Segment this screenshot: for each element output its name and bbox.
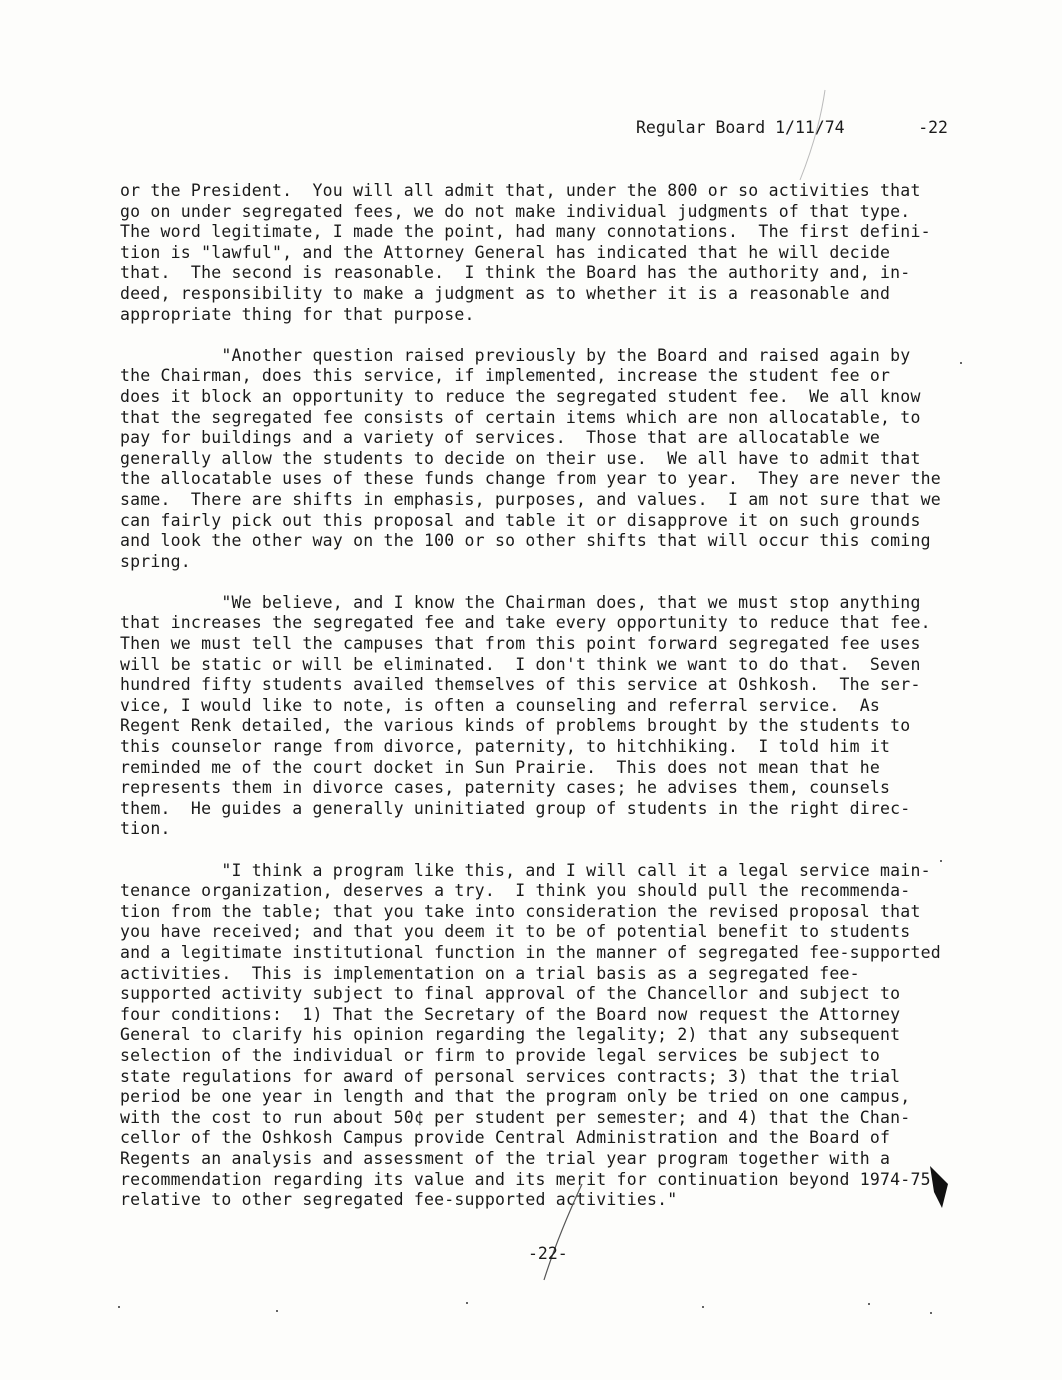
text-line: does it block an opportunity to reduce the segregated student fee. We all know (120, 386, 921, 406)
text-line: that the segregated fee consists of certain items which are non allocatable, to (120, 407, 921, 427)
scan-speck (118, 1306, 120, 1308)
text-line: generally allow the students to decide on their use. We all have to admit that (120, 448, 921, 468)
text-line: Regents an analysis and assessment of the trial year program together with a (120, 1148, 891, 1168)
text-line: "Another question raised previously by the Board and raised again by (120, 345, 911, 365)
text-line: tion is "lawful", and the Attorney General has indicated that he will decide (120, 242, 891, 262)
scan-speck (702, 1306, 704, 1308)
text-line: you have received; and that you deem it to be of potential benefit to students (120, 922, 911, 942)
text-line: the allocatable uses of these funds change from year to year. They are never the (120, 469, 941, 489)
scan-speck (276, 1310, 278, 1312)
text-line: deed, responsibility to make a judgment as to whether it is a reasonable and (120, 283, 891, 303)
scan-speck (940, 860, 942, 862)
text-line: selection of the individual or firm to provide legal services be subject to (120, 1045, 881, 1065)
page-footer-number: -22- (528, 1244, 568, 1263)
text-line: The word legitimate, I made the point, had many connotations. The first defini- (120, 222, 931, 242)
text-line: four conditions: 1) That the Secretary of the Board now request the Attorney (120, 1004, 901, 1024)
text-line: reminded me of the court docket in Sun Prairie. This does not mean that he (120, 757, 881, 777)
text-line: "I think a program like this, and I will call it a legal service main- (120, 860, 931, 880)
text-line: tion. (120, 819, 171, 839)
text-line: appropriate thing for that purpose. (120, 304, 475, 324)
text-line: will be static or will be eliminated. I don't think we want to do that. Seven (120, 654, 921, 674)
text-line: recommendation regarding its value and its merit for continuation beyond 1974-75 (120, 1169, 931, 1189)
text-line: spring. (120, 551, 191, 571)
text-line: them. He guides a generally uninitiated group of students in the right direc- (120, 798, 911, 818)
header-meeting-date: Regular Board 1/11/74 (636, 118, 845, 137)
text-line: and look the other way on the 100 or so other shifts that will occur this coming (120, 531, 931, 551)
text-line: tion from the table; that you take into consideration the revised proposal that (120, 901, 921, 921)
text-line: or the President. You will all admit that, under the 800 or so activities that (120, 181, 921, 200)
text-line: tenance organization, deserves a try. I think you should pull the recommenda- (120, 881, 911, 901)
text-line: period be one year in length and that the program only be tried on one campus, (120, 1087, 911, 1107)
paragraph-4 (120, 861, 980, 1211)
text-line: the Chairman, does this service, if implemented, increase the student fee or (120, 366, 891, 386)
ink-blot-mark (924, 1162, 954, 1212)
paragraph-1 (120, 181, 980, 325)
text-line: pay for buildings and a variety of services. Those that are allocatable we (120, 428, 881, 448)
pencil-stroke-mark (780, 85, 840, 185)
scan-speck (466, 1302, 468, 1304)
text-line: go on under segregated fees, we do not make individual judgments of that type. (120, 201, 911, 221)
text-line: and a legitimate institutional function in the manner of segregated fee-supported (120, 942, 941, 962)
pencil-check-mark (530, 1180, 590, 1285)
text-line: supported activity subject to final approval of the Chancellor and subject to (120, 984, 901, 1004)
text-line: activities. This is implementation on a trial basis as a segregated fee- (120, 963, 860, 983)
text-line: "We believe, and I know the Chairman does, that we must stop anything (120, 592, 921, 612)
body-text (120, 181, 980, 1231)
paragraph-2 (120, 346, 980, 573)
text-line: hundred fifty students availed themselves of this service at Oshkosh. The ser- (120, 675, 921, 695)
text-line: Regent Renk detailed, the various kinds of problems brought by the students to (120, 716, 911, 736)
text-line: that. The second is reasonable. I think the Board has the authority and, in- (120, 263, 911, 283)
text-line: represents them in divorce cases, paternity cases; he advises them, counsels (120, 778, 891, 798)
text-line: General to clarify his opinion regarding the legality; 2) that any subsequent (120, 1025, 901, 1045)
header-page-number: -22 (918, 118, 948, 137)
text-line: state regulations for award of personal services contracts; 3) that the trial (120, 1066, 901, 1086)
paragraph-3 (120, 593, 980, 840)
text-line: vice, I would like to note, is often a counseling and referral service. As (120, 695, 881, 715)
scan-speck (930, 1312, 932, 1314)
text-line: that increases the segregated fee and take every opportunity to reduce that fee. (120, 613, 931, 633)
scan-speck (868, 1303, 870, 1305)
scan-speck (960, 362, 962, 364)
text-line: can fairly pick out this proposal and table it or disapprove it on such grounds (120, 510, 921, 530)
text-line: cellor of the Oshkosh Campus provide Central Administration and the Board of (120, 1128, 891, 1148)
text-line: with the cost to run about 50¢ per student per semester; and 4) that the Chan- (120, 1107, 911, 1127)
text-line: same. There are shifts in emphasis, purposes, and values. I am not sure that we (120, 489, 941, 509)
text-line: Then we must tell the campuses that from this point forward segregated fee uses (120, 634, 921, 654)
text-line: relative to other segregated fee-supported activities." (120, 1190, 678, 1210)
text-line: this counselor range from divorce, paternity, to hitchhiking. I told him it (120, 737, 891, 757)
